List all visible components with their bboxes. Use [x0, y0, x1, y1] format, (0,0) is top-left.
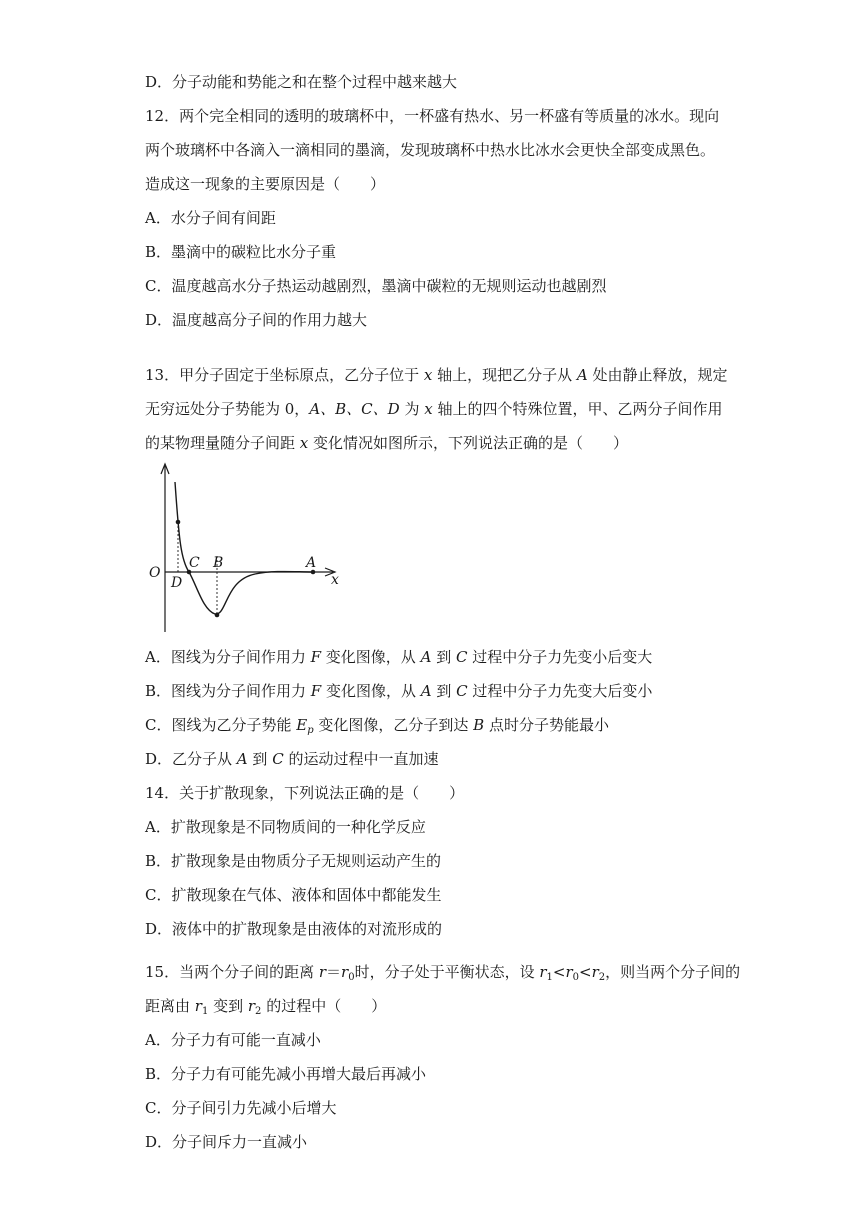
- q13-option-d: D．乙分子从 A 到 C 的运动过程中一直加速: [145, 750, 439, 768]
- label-a: A: [306, 555, 317, 571]
- q14-option-b: B．扩散现象是由物质分子无规则运动产生的: [145, 852, 442, 870]
- q12-option-b: B．墨滴中的碳粒比水分子重: [145, 243, 337, 261]
- q14-stem: 14．关于扩散现象，下列说法正确的是（ ）: [145, 784, 465, 802]
- label-o: O: [149, 565, 161, 581]
- q12-stem-line1: 12．两个完全相同的透明的玻璃杯中，一杯盛有热水、另一杯盛有等质量的冰水。现向: [145, 107, 720, 125]
- q12-option-d: D．温度越高分子间的作用力越大: [145, 311, 368, 329]
- molecular-curve-diagram: [145, 460, 345, 640]
- q12-stem-line2: 两个玻璃杯中各滴入一滴相同的墨滴，发现玻璃杯中热水比冰水会更快全部变成黑色。: [145, 141, 716, 159]
- q14-option-a: A．扩散现象是不同物质间的一种化学反应: [145, 818, 426, 836]
- q13-stem-line2: 无穷远处分子势能为 0，A、B、C、D 为 x 轴上的四个特殊位置，甲、乙两分子间作用: [145, 400, 723, 418]
- label-b: B: [213, 555, 224, 571]
- q15-option-c: C．分子间引力先减小后增大: [145, 1099, 337, 1117]
- q13-option-b: B．图线为分子间作用力 F 变化图像，从 A 到 C 过程中分子力先变大后变小: [145, 682, 653, 700]
- q13-option-c: C．图线为乙分子势能 $E_p$ 变化图像，乙分子到达 B 点时分子势能最小: [145, 716, 609, 736]
- q12-stem-line3: 造成这一现象的主要原因是（ ）: [145, 175, 386, 193]
- label-d: D: [171, 575, 183, 591]
- q11-option-d: D．分子动能和势能之和在整个过程中越来越大: [145, 73, 458, 91]
- label-c: C: [189, 555, 200, 571]
- q15-stem-line2: 距离由 $r_1$ 变到 $r_2$ 的过程中（ ）: [145, 997, 387, 1017]
- point-b-minimum: [215, 613, 220, 618]
- q15-option-a: A．分子力有可能一直减小: [145, 1031, 321, 1049]
- q13-option-a: A．图线为分子间作用力 F 变化图像，从 A 到 C 过程中分子力先变小后变大: [145, 648, 653, 666]
- q13-stem-line1: 13．甲分子固定于坐标原点，乙分子位于 x 轴上，现把乙分子从 A 处由静止释放，规定: [145, 366, 728, 384]
- q12-option-a: A．水分子间有间距: [145, 209, 276, 227]
- q15-option-b: B．分子力有可能先减小再增大最后再减小: [145, 1065, 427, 1083]
- q15-stem-line1: 15．当两个分子间的距离 $r=r_0$时，分子处于平衡状态，设 $r_1<r_0<r_2$，则当两个分子间的: [145, 963, 741, 983]
- q14-option-c: C．扩散现象在气体、液体和固体中都能发生: [145, 886, 442, 904]
- label-x: x: [331, 572, 339, 588]
- q12-option-c: C．温度越高水分子热运动越剧烈，墨滴中碳粒的无规则运动也越剧烈: [145, 277, 607, 295]
- curve: [175, 482, 313, 614]
- point-d-on-curve: [176, 520, 181, 525]
- q15-option-d: D．分子间斥力一直减小: [145, 1133, 308, 1151]
- q13-stem-line3: 的某物理量随分子间距 x 变化情况如图所示，下列说法正确的是（ ）: [145, 434, 629, 452]
- q14-option-d: D．液体中的扩散现象是由液体的对流形成的: [145, 920, 443, 938]
